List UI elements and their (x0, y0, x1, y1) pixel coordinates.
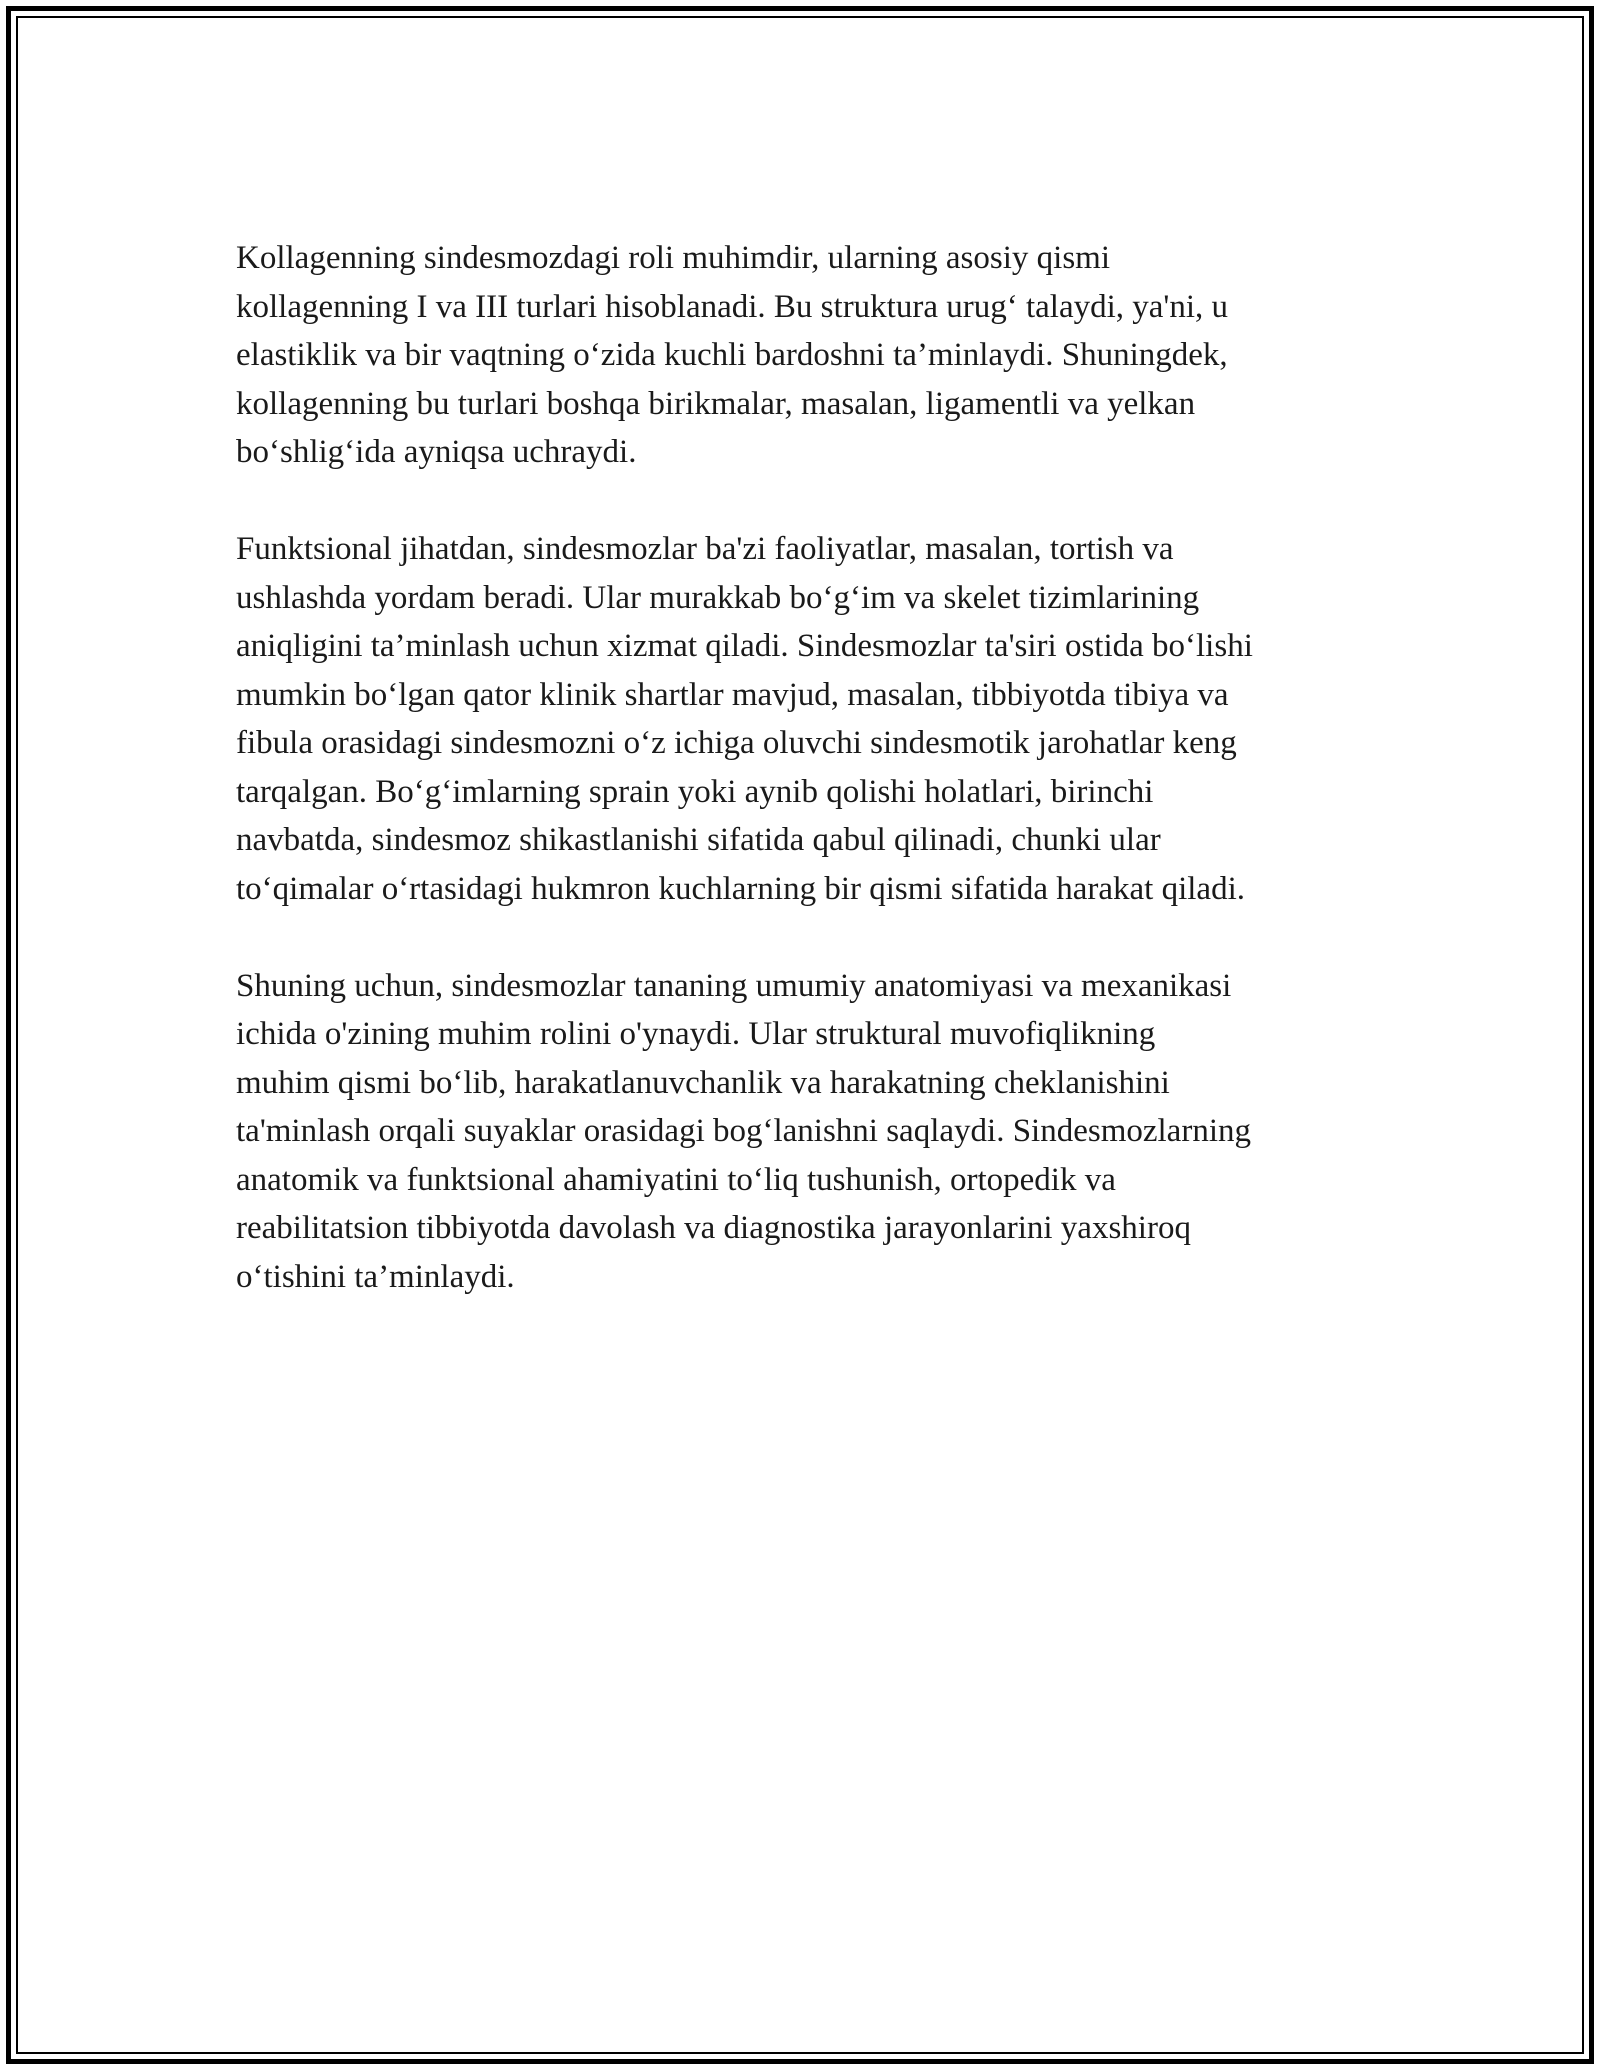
paragraph-1: Kollagenning sindesmozdagi roli muhimdir, ularning asosiy qismi kollagenning I va III turlari hisoblanadi. Bu struktura urug‘ talaydi, ya'ni, u elastiklik va bir vaqtning o‘zida kuchli bardoshni ta’minlaydi. Shuningdek, kollagenning bu turlari boshqa birikmalar, masalan, ligamentli va yelkan bo‘shlig‘ida ayniqsa uchraydi. (236, 240, 1229, 470)
paragraph-3: Shuning uchun, sindesmozlar tananing umumiy anatomiyasi va mexanikasi ichida o'zining muhim rolini o'ynaydi. Ular struktural muvofiqlikning muhim qismi bo‘lib, harakatlanuvchanlik va harakatning cheklanishini ta'minlash orqali suyaklar orasidagi bog‘lanishni saqlaydi. Sindesmozlarning anatomik va funktsional ahamiyatini to‘liq tushunish, ortopedik va reabilitatsion tibbiyotda davolash va diagnostika jarayonlarini yaxshiroq o‘tishini ta’minlaydi. (236, 967, 1251, 1295)
document-body (236, 234, 1396, 1350)
paragraph-2: Funktsional jihatdan, sindesmozlar ba'zi faoliyatlar, masalan, tortish va ushlashda yordam beradi. Ular murakkab bo‘g‘im va skelet tizimlarining aniqligini ta’minlash uchun xizmat qiladi. Sindesmozlar ta'siri ostida bo‘lishi mumkin bo‘lgan qator klinik shartlar mavjud, masalan, tibbiyotda tibiya va fibula orasidagi sindesmozni o‘z ichiga oluvchi sindesmotik jarohatlar keng tarqalgan. Bo‘g‘imlarning sprain yoki aynib qolishi holatlari, birinchi navbatda, sindesmoz shikastlanishi sifatida qabul qilinadi, chunki ular to‘qimalar o‘rtasidagi hukmron kuchlarning bir qismi sifatida harakat qiladi. (236, 531, 1253, 907)
